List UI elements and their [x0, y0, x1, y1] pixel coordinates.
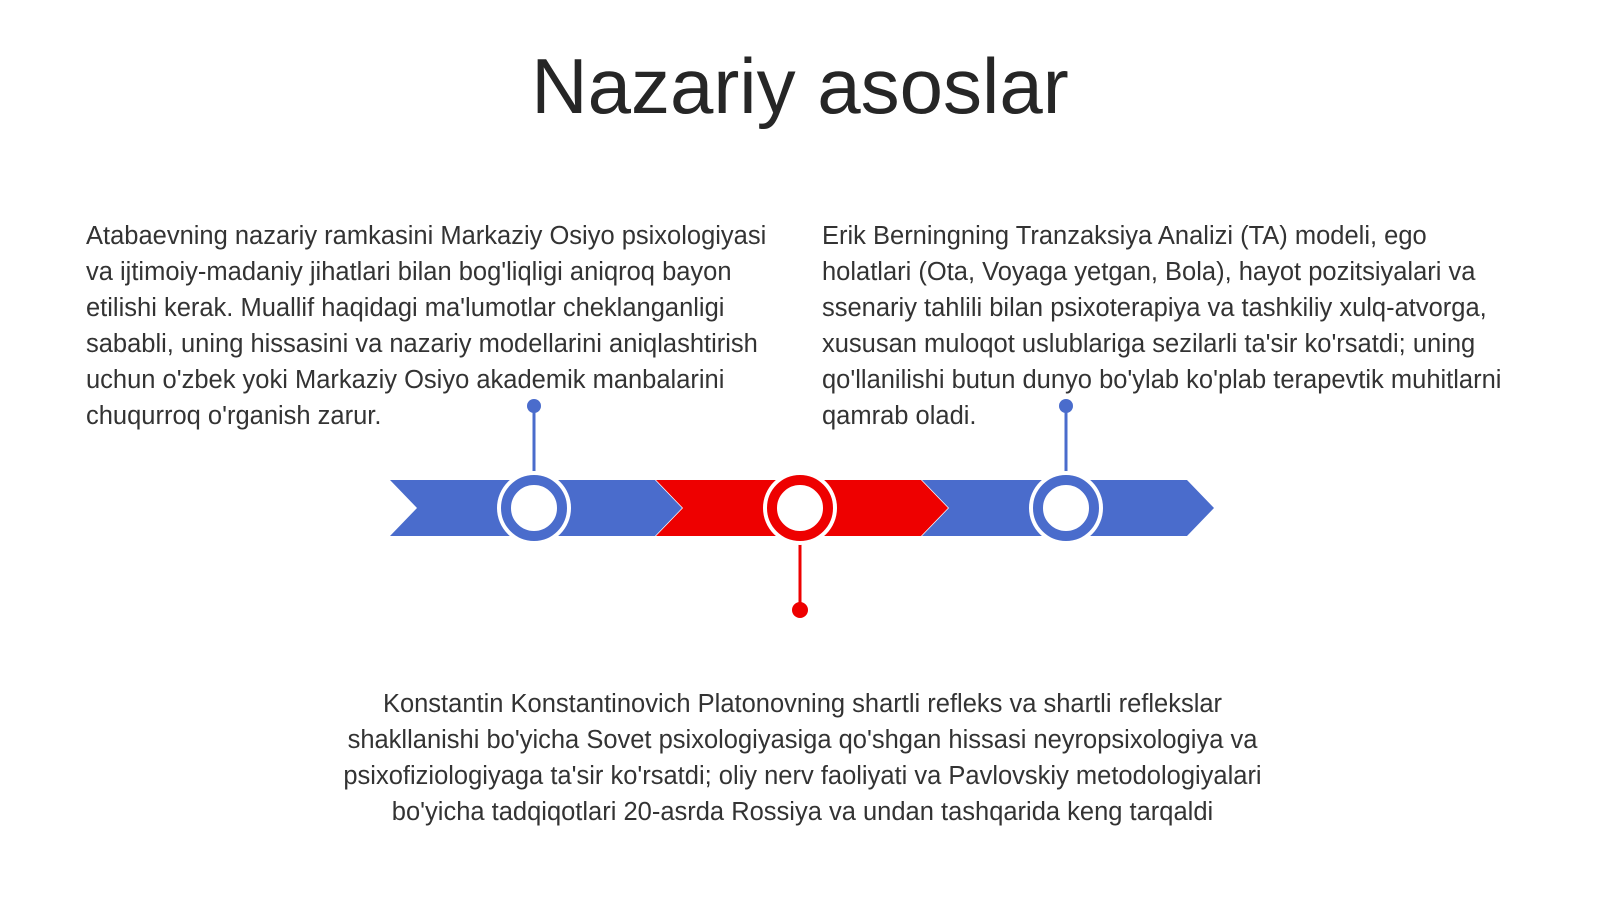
timeline-node-3 — [1029, 471, 1103, 545]
timeline-chevron-3 — [922, 480, 1214, 536]
timeline-node-ring-1 — [506, 480, 562, 536]
timeline-node-ring-2 — [772, 480, 828, 536]
timeline-node-ring-3 — [1038, 480, 1094, 536]
timeline-node-2 — [763, 471, 837, 545]
timeline-connector-dot-2 — [792, 602, 808, 618]
slide-title: Nazariy asoslar — [531, 42, 1069, 130]
left-text-block: Atabaevning nazariy ramkasini Markaziy Osiyo psixologiyasi va ijtimoiy-madaniy jihatlari bilan bog'liqligi aniqroq bayon etilishi kerak. Muallif haqidagi ma'lumotlar cheklanganligi sababli, uning hissasini va nazariy modellarini aniqlashtirish uchun o'zbek yoki Markaziy Osiyo akademik manbalarini chuqurroq o'rganish zarur. — [86, 222, 767, 430]
timeline-node-1 — [497, 471, 571, 545]
timeline-chevron-2 — [656, 480, 948, 536]
timeline-chevron-1 — [390, 480, 682, 536]
bottom-text-block: Konstantin Konstantinovich Platonovning shartli refleks va shartli reflekslar shakllanishi bo'yicha Sovet psixologiyasiga qo'shgan hissasi neyropsixologiya va psixofiziologiyaga ta'sir ko'rsatdi; oliy nerv faoliyati va Pavlovskiy metodologiyalari bo'yicha tadqiqotlari 20-asrda Rossiya va undan tashqarida keng tarqaldi — [343, 690, 1262, 826]
right-text-block: Erik Berningning Tranzaksiya Analizi (TA) modeli, ego holatlari (Ota, Voyaga yetgan, Bola), hayot pozitsiyalari va ssenariy tahlili bilan psixoterapiya va tashkiliy xulq-atvorga, xususan muloqot uslublariga sezilarli ta'sir ko'rsatdi; uning qo'llanilishi butun dunyo bo'ylab ko'plab terapevtik muhitlarni qamrab oladi. — [822, 222, 1502, 430]
